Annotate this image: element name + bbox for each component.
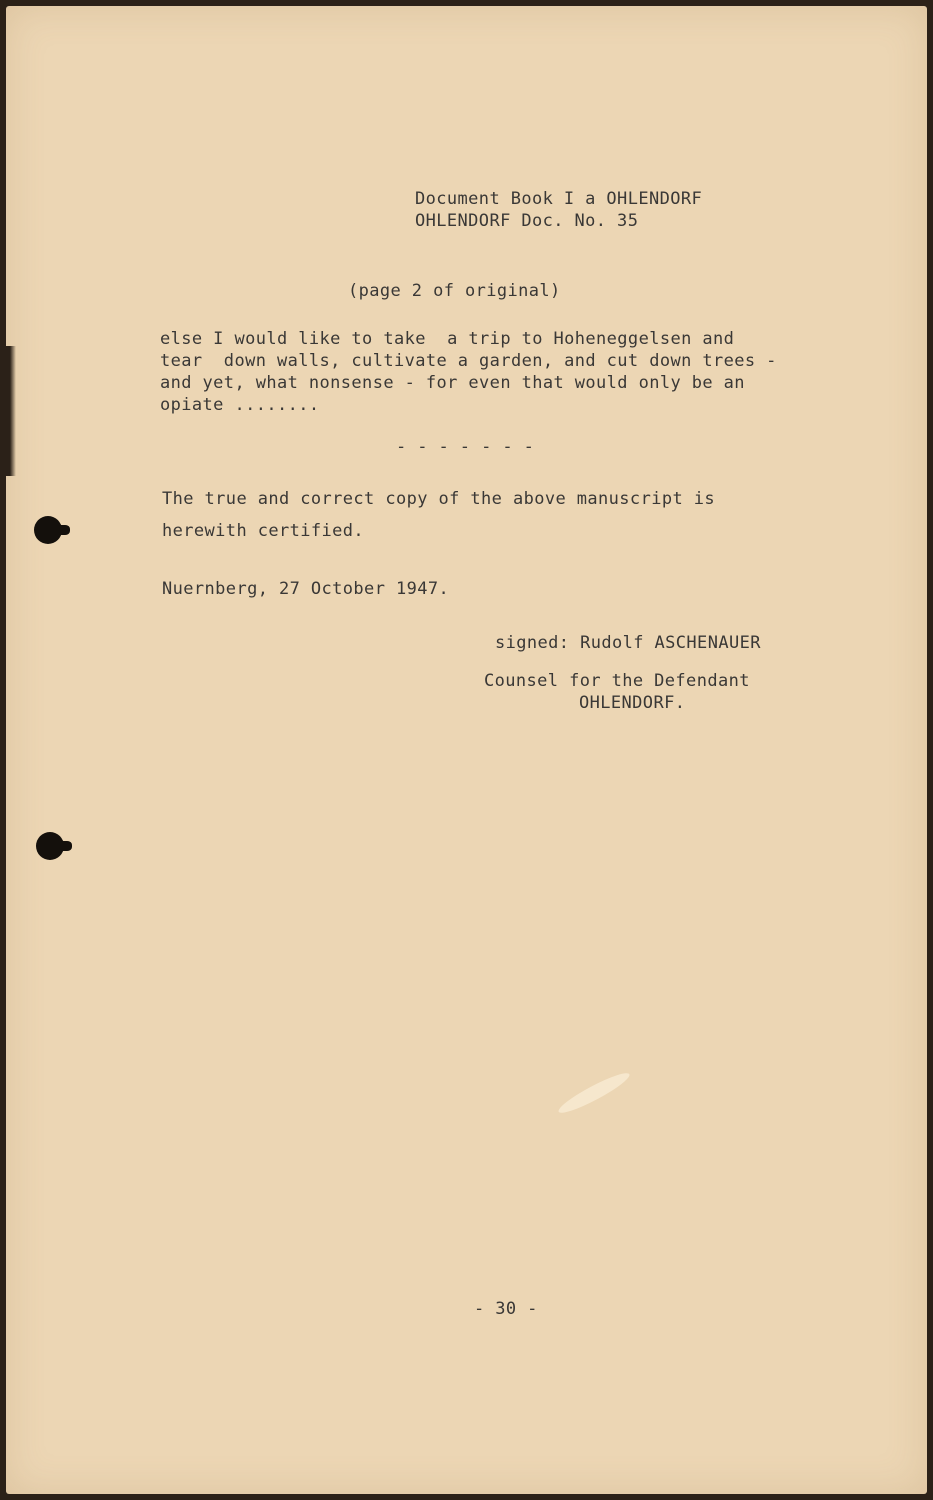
punch-hole-top xyxy=(34,516,62,544)
signature-line: signed: Rudolf ASCHENAUER xyxy=(495,633,761,653)
counsel-title: Counsel for the Defendant xyxy=(484,671,750,691)
body-line-3: and yet, what nonsense - for even that would only be an xyxy=(160,373,745,393)
body-line-4: opiate ........ xyxy=(160,395,320,415)
body-line-1: else I would like to take a trip to Hoheneggelsen and xyxy=(160,329,735,349)
torn-edge xyxy=(6,346,16,476)
body-line-2: tear down walls, cultivate a garden, and cut down trees - xyxy=(160,351,777,371)
page-number: - 30 - xyxy=(474,1299,538,1319)
paper-stain xyxy=(555,1068,632,1118)
certification-line-1: The true and correct copy of the above manuscript is xyxy=(162,489,716,509)
separator-dashes: - - - - - - - xyxy=(396,437,535,457)
place-and-date: Nuernberg, 27 October 1947. xyxy=(162,579,450,599)
page-of-original-note: (page 2 of original) xyxy=(348,281,561,301)
document-page xyxy=(6,6,927,1494)
certification-line-2: herewith certified. xyxy=(162,521,365,541)
defendant-name: OHLENDORF. xyxy=(579,693,686,713)
punch-hole-bottom xyxy=(36,832,64,860)
document-book-label: Document Book I a OHLENDORF xyxy=(415,189,703,209)
document-number-label: OHLENDORF Doc. No. 35 xyxy=(415,211,639,231)
